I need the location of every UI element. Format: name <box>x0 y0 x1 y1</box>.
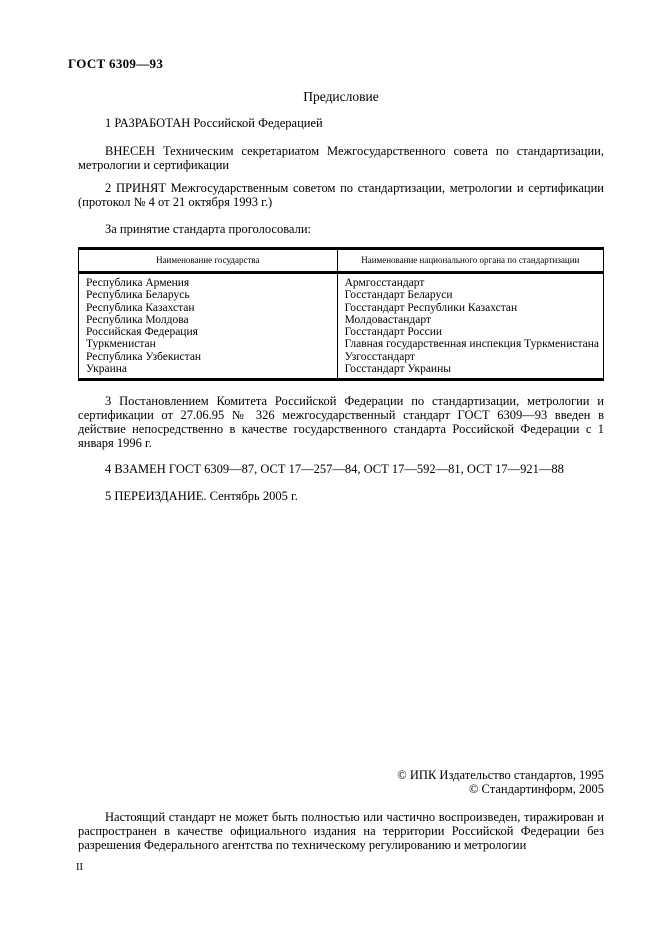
header-org-name: Наименование национального органа по стандартизации <box>337 249 603 273</box>
paragraph-submitted: ВНЕСЕН Техническим секретариатом Межгосударственного совета по стандартизации, метрологии и сертификации <box>78 144 604 172</box>
paragraph-reissue: 5 ПЕРЕИЗДАНИЕ. Сентябрь 2005 г. <box>105 489 298 504</box>
page-number: II <box>76 862 83 874</box>
table-row <box>79 273 604 290</box>
cell-org: Узгосстандарт <box>337 351 603 363</box>
copyright-line: © Стандартинформ, 2005 <box>468 782 604 797</box>
cell-org: Армгосстандарт <box>337 273 603 290</box>
cell-state: Украина <box>79 363 338 380</box>
table-row <box>79 338 604 350</box>
cell-state: Республика Молдова <box>79 314 338 326</box>
vote-table-body <box>79 273 604 380</box>
table-row <box>79 363 604 380</box>
table-row <box>79 326 604 338</box>
cell-org: Госстандарт Беларуси <box>337 289 603 301</box>
cell-org: Главная государственная инспекция Туркменистана <box>337 338 603 350</box>
paragraph-resolution: 3 Постановлением Комитета Российской Федерации по стандартизации, метрологии и сертификации от 27.06.95 № 326 межгосударственный стандарт ГОСТ 6309—93 введен в действие непосредственно в качестве государственного стандарта Российской Федерации с 1 января 1996 г. <box>78 394 604 451</box>
cell-org: Госстандарт Республики Казахстан <box>337 302 603 314</box>
table-row <box>79 302 604 314</box>
table-row <box>79 314 604 326</box>
preface-title: Предисловие <box>303 89 379 104</box>
table-header-row <box>79 249 604 273</box>
cell-state: Республика Армения <box>79 273 338 290</box>
legal-paragraph: Настоящий стандарт не может быть полностью или частично воспроизведен, тиражирован и распространен в качестве официального издания на территории Российской Федерации без разрешения Федерального агентства по техническому регулированию и метрологии <box>78 810 604 853</box>
paragraph-replaces: 4 ВЗАМЕН ГОСТ 6309—87, ОСТ 17—257—84, ОСТ 17—592—81, ОСТ 17—921—88 <box>105 462 564 477</box>
table-row <box>79 289 604 301</box>
paragraph-vote-intro: За принятие стандарта проголосовали: <box>105 222 311 236</box>
cell-state: Российская Федерация <box>79 326 338 338</box>
copyright-line: © ИПК Издательство стандартов, 1995 <box>397 768 604 783</box>
cell-org: Госстандарт Украины <box>337 363 603 380</box>
vote-table <box>78 247 604 381</box>
doc-code: ГОСТ 6309—93 <box>68 56 164 71</box>
header-state-name: Наименование государства <box>79 249 338 273</box>
cell-state: Республика Узбекистан <box>79 351 338 363</box>
cell-state: Республика Казахстан <box>79 302 338 314</box>
vote-table-head <box>79 249 604 273</box>
copyright-block <box>78 768 604 796</box>
paragraph-adopted: 2 ПРИНЯТ Межгосударственным советом по стандартизации, метрологии и сертификации (протокол № 4 от 21 октября 1993 г.) <box>78 181 604 209</box>
cell-org: Молдовастандарт <box>337 314 603 326</box>
cell-state: Республика Беларусь <box>79 289 338 301</box>
cell-state: Туркменистан <box>79 338 338 350</box>
cell-org: Госстандарт России <box>337 326 603 338</box>
table-row <box>79 351 604 363</box>
paragraph-developed: 1 РАЗРАБОТАН Российской Федерацией <box>105 116 323 130</box>
